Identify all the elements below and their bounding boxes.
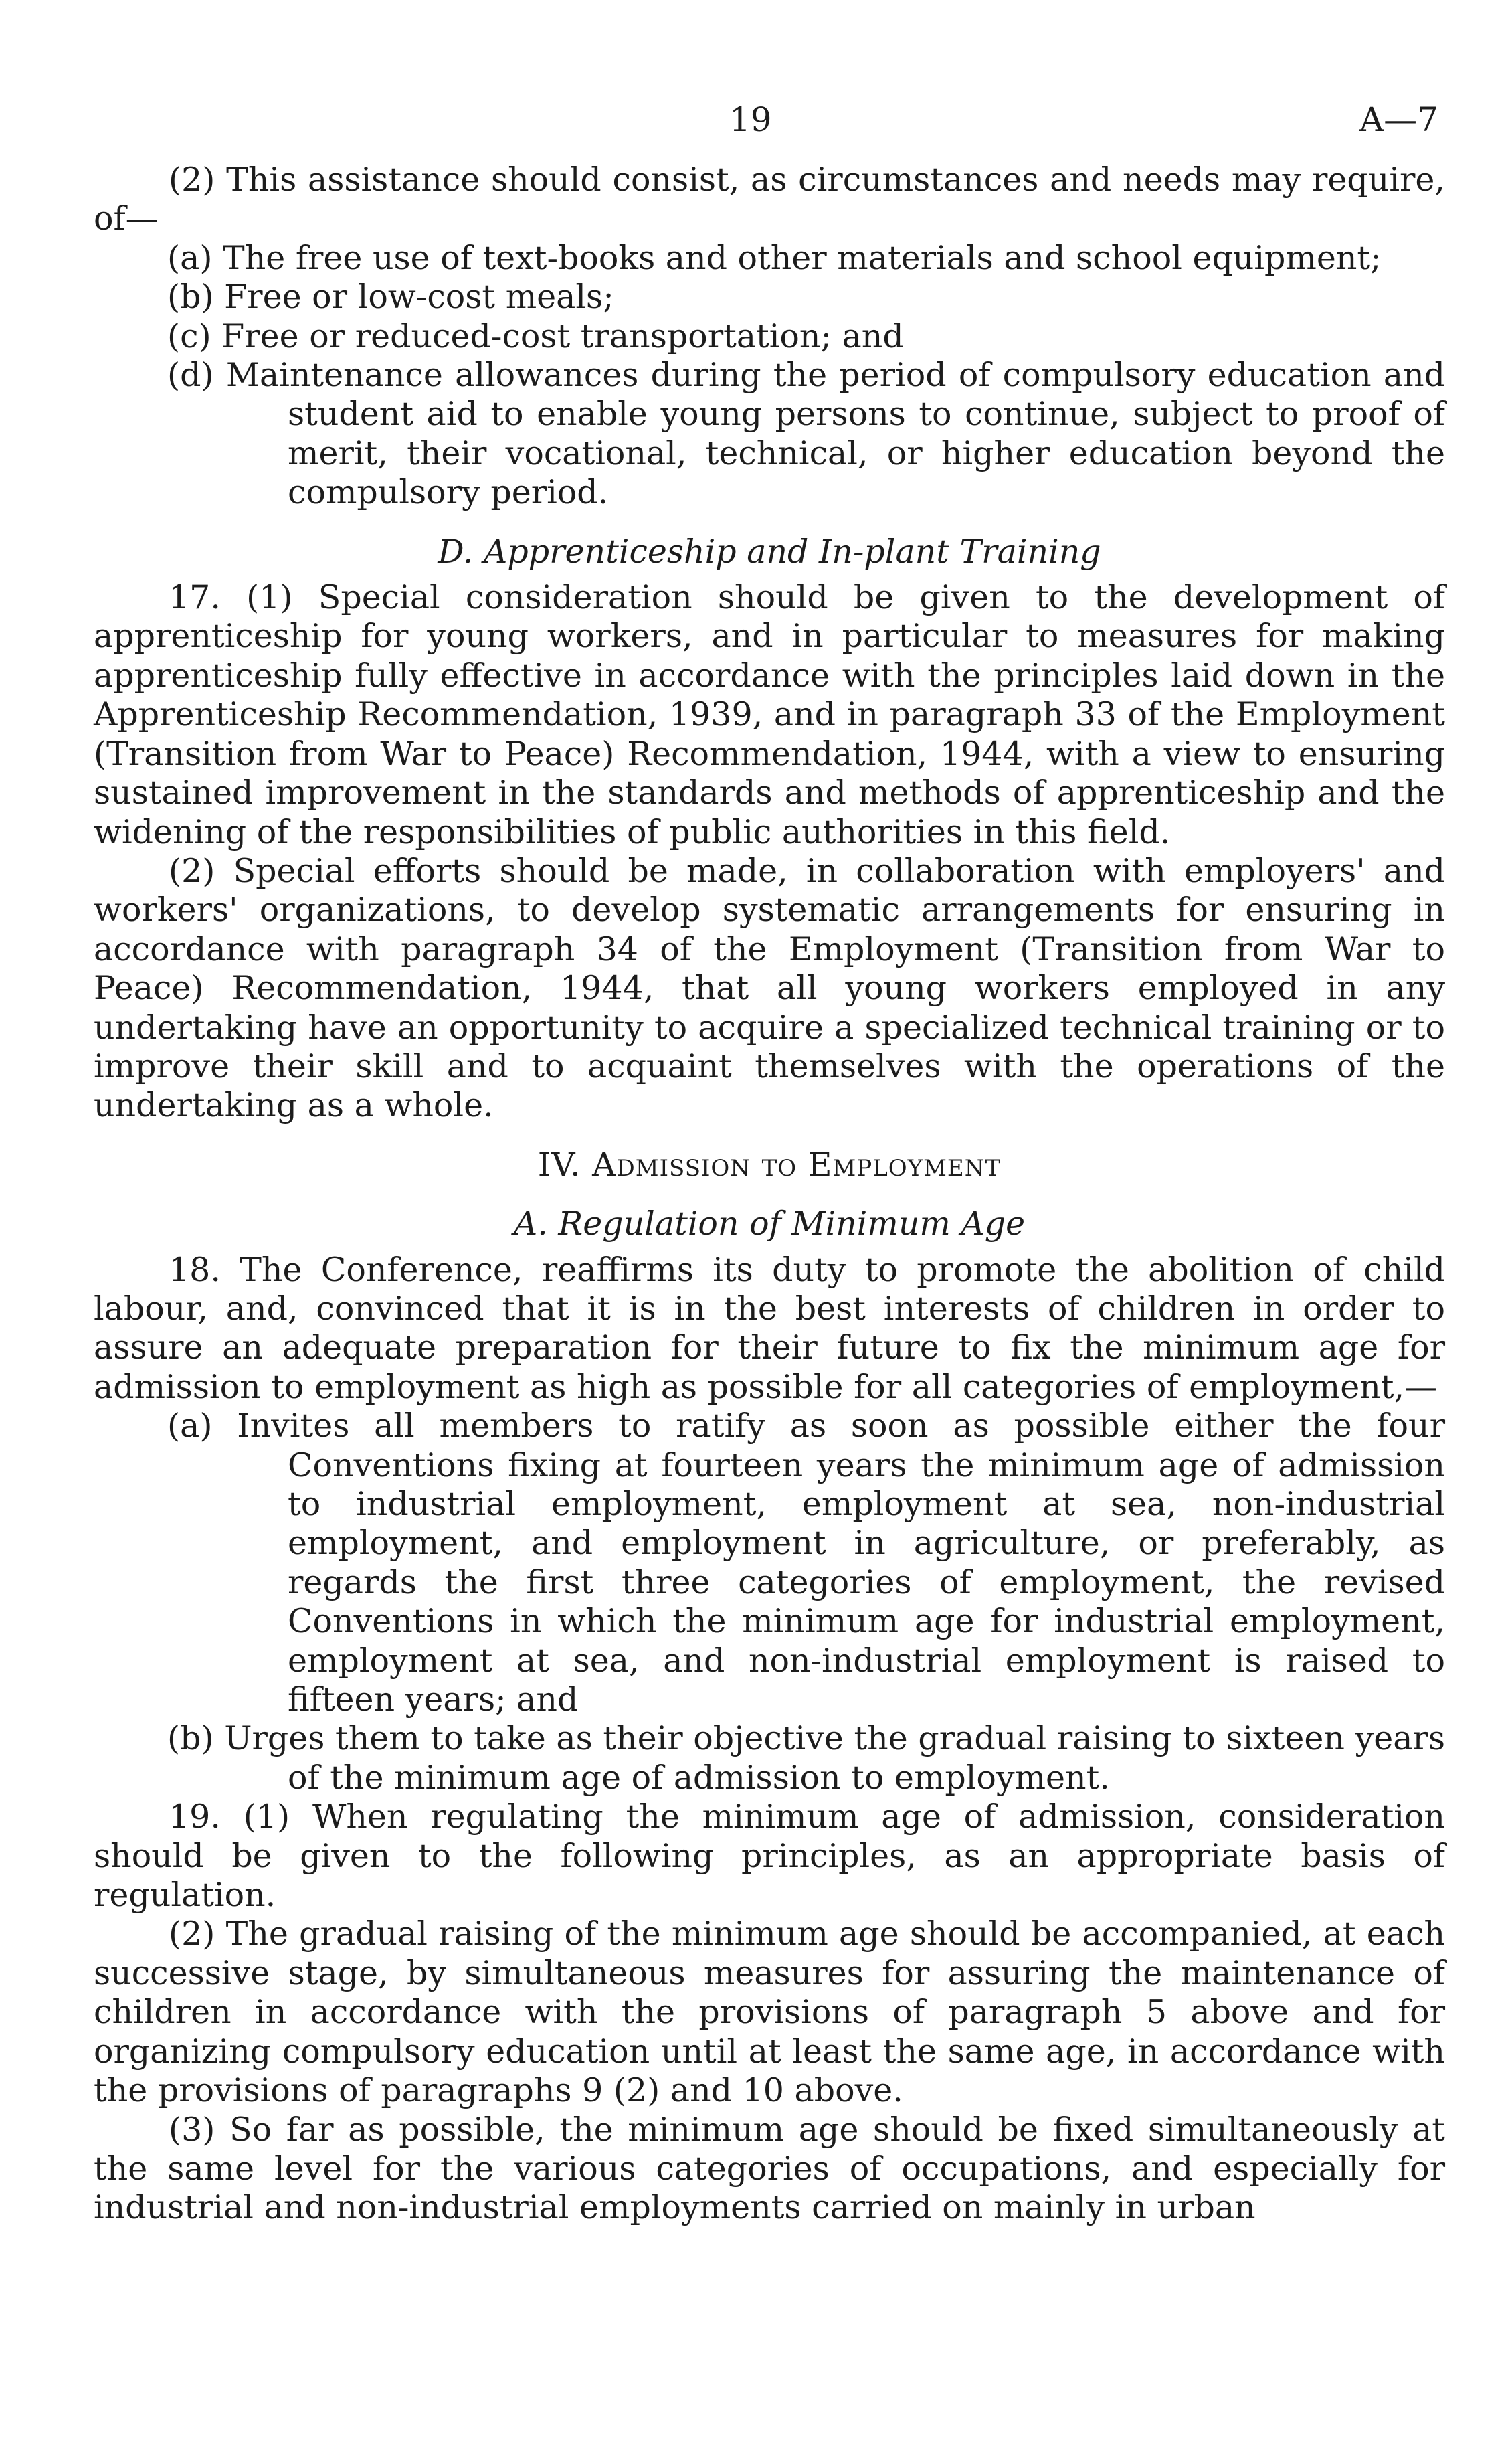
paragraph-16-2-intro: (2) This assistance should consist, as circumstances and needs may require, of— [94,161,1445,238]
section-heading-apprenticeship: D. Apprenticeship and In-plant Training [438,532,1101,571]
paragraph-17-1: 17. (1) Special consideration should be given to the development of apprenticeship for young workers, and in particular to measures for making apprenticeship fully effective in accordance with the principles laid down in the Apprenticeship Recommendation, 1939, and in paragraph 33 of the Employment (Transition from War to Peace) Recommendation, 1944, with a view to ensuring sustained improvement in the standards and methods of apprenticeship and the widening of the responsibilities of public authorities in this field. [94,578,1445,851]
paragraph-18-item-a: (a) Invites all members to ratify as soon as possible either the four Conventions fixing at fourteen years the minimum age of admission to industrial employment, employment at sea, non-industrial employment, and employment in agriculture, or preferably, as regards the first three categories of employment, the revised Conventions in which the minimum age for industrial employment, employment at sea, and non-industrial employment is raised to fifteen years; and [167,1407,1445,1719]
list-item-a: (a) The free use of text-books and other materials and school equipment; [167,238,1382,277]
subheading-minimum-age: A. Regulation of Minimum Age [513,1205,1026,1243]
document-page [94,100,1445,2228]
paragraph-19-1: 19. (1) When regulating the minimum age of admission, consideration should be given to the following principles, as an appropriate basis of regulation. [94,1798,1445,1915]
paragraph-17-2: (2) Special efforts should be made, in collaboration with employers' and workers' organizations, to develop systematic arrangements for ensuring in accordance with paragraph 34 of the Employment (Transition from War to Peace) Recommendation, 1944, that all young workers employed in any undertaking have an opportunity to acquire a specialized technical training or to improve their skill and to acquaint themselves with the operations of the undertaking as a whole. [94,851,1445,1125]
page-reference: A—7 [1359,100,1438,139]
paragraph-19-2: (2) The gradual raising of the minimum age should be accompanied, at each successive stage, by simultaneous measures for assuring the maintenance of children in accordance with the provisions of paragraph 5 above and for organizing compulsory education until at least the same age, in accordance with the provisions of paragraphs 9 (2) and 10 above. [94,1915,1445,2110]
list-item-b: (b) Free or low-cost meals; [167,278,614,317]
section-heading-admission: IV. Admission to Employment [537,1145,1002,1184]
paragraph-18-item-b: (b) Urges them to take as their objective the gradual raising to sixteen years of the minimum age of admission to employment. [167,1719,1445,1797]
paragraph-19-3: (3) So far as possible, the minimum age should be fixed simultaneously at the same level for the various categories of occupations, and especially for industrial and non-industrial employments carried on mainly in urban [94,2110,1445,2227]
list-item-d: (d) Maintenance allowances during the period of compulsory education and student aid to enable young persons to continue, subject to proof of merit, their vocational, technical, or higher education beyond the compulsory period. [167,356,1445,512]
page-header [94,100,1445,161]
document-body [94,161,1445,2228]
list-item-c: (c) Free or reduced-cost transportation; and [167,317,904,355]
paragraph-18-intro: 18. The Conference, reaffirms its duty to promote the abolition of child labour, and, convinced that it is in the best interests of children in order to assure an adequate preparation for their future to fix the minimum age for admission to employment as high as possible for all categories of employment,— [94,1250,1445,1406]
page-number: 19 [729,100,772,139]
